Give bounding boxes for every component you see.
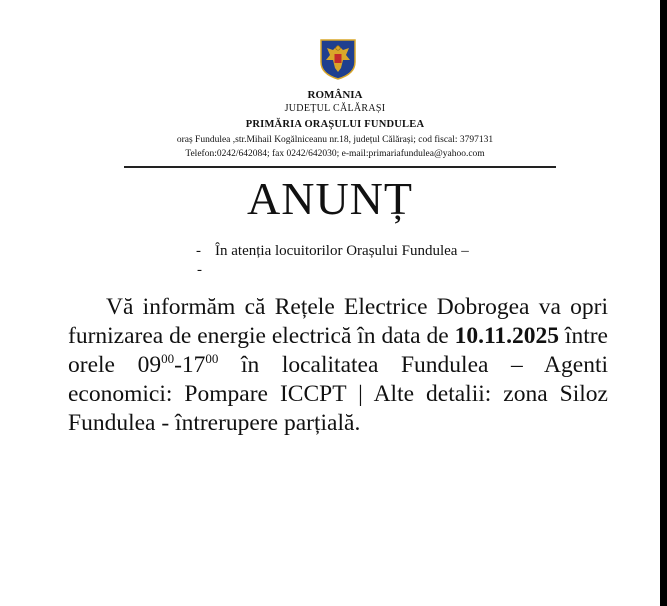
header-office: PRIMĂRIA ORAȘULUI FUNDULEA xyxy=(245,119,425,130)
romania-coat-of-arms-icon xyxy=(319,38,357,80)
page-edge-bar xyxy=(660,0,667,606)
announcement-date: 10.11.2025 xyxy=(454,323,560,349)
announcement-body xyxy=(68,293,608,438)
end-minutes: 00 xyxy=(205,351,219,366)
header-contact: Telefon:0242/642084; fax 0242/642030; e-mail:primariafundulea@yahoo.com xyxy=(185,149,485,159)
attention-line xyxy=(196,243,469,260)
header-divider xyxy=(124,166,556,168)
start-hour: 09 xyxy=(137,352,162,378)
hour-separator: - xyxy=(174,352,182,378)
end-hour: 17 xyxy=(181,352,206,378)
announcement-between: între orele xyxy=(68,323,608,378)
attention-dash: - xyxy=(196,243,201,259)
announcement-intro: Vă informăm că Rețele Electrice Dobrogea va opri furnizarea de energie electrică în data de xyxy=(68,294,608,349)
header-address: oraș Fundulea ,str.Mihail Kogălniceanu nr.18, județul Călărași; cod fiscal: 3797131 xyxy=(176,135,494,145)
announcement-location: în localitatea Fundulea – Agenti economici: Pompare ICCPT | Alte detalii: zona Siloz Fundulea - întrerupere parțială. xyxy=(68,352,609,436)
attention-text: În atenția locuitorilor Orașului Fundulea – xyxy=(215,243,469,259)
start-minutes: 00 xyxy=(161,351,175,366)
header-county: JUDEȚUL CĂLĂRAȘI xyxy=(284,103,386,114)
header-country: ROMÂNIA xyxy=(307,89,363,101)
page-title: ANUNȚ xyxy=(247,173,413,224)
extra-dash: - xyxy=(197,262,202,278)
